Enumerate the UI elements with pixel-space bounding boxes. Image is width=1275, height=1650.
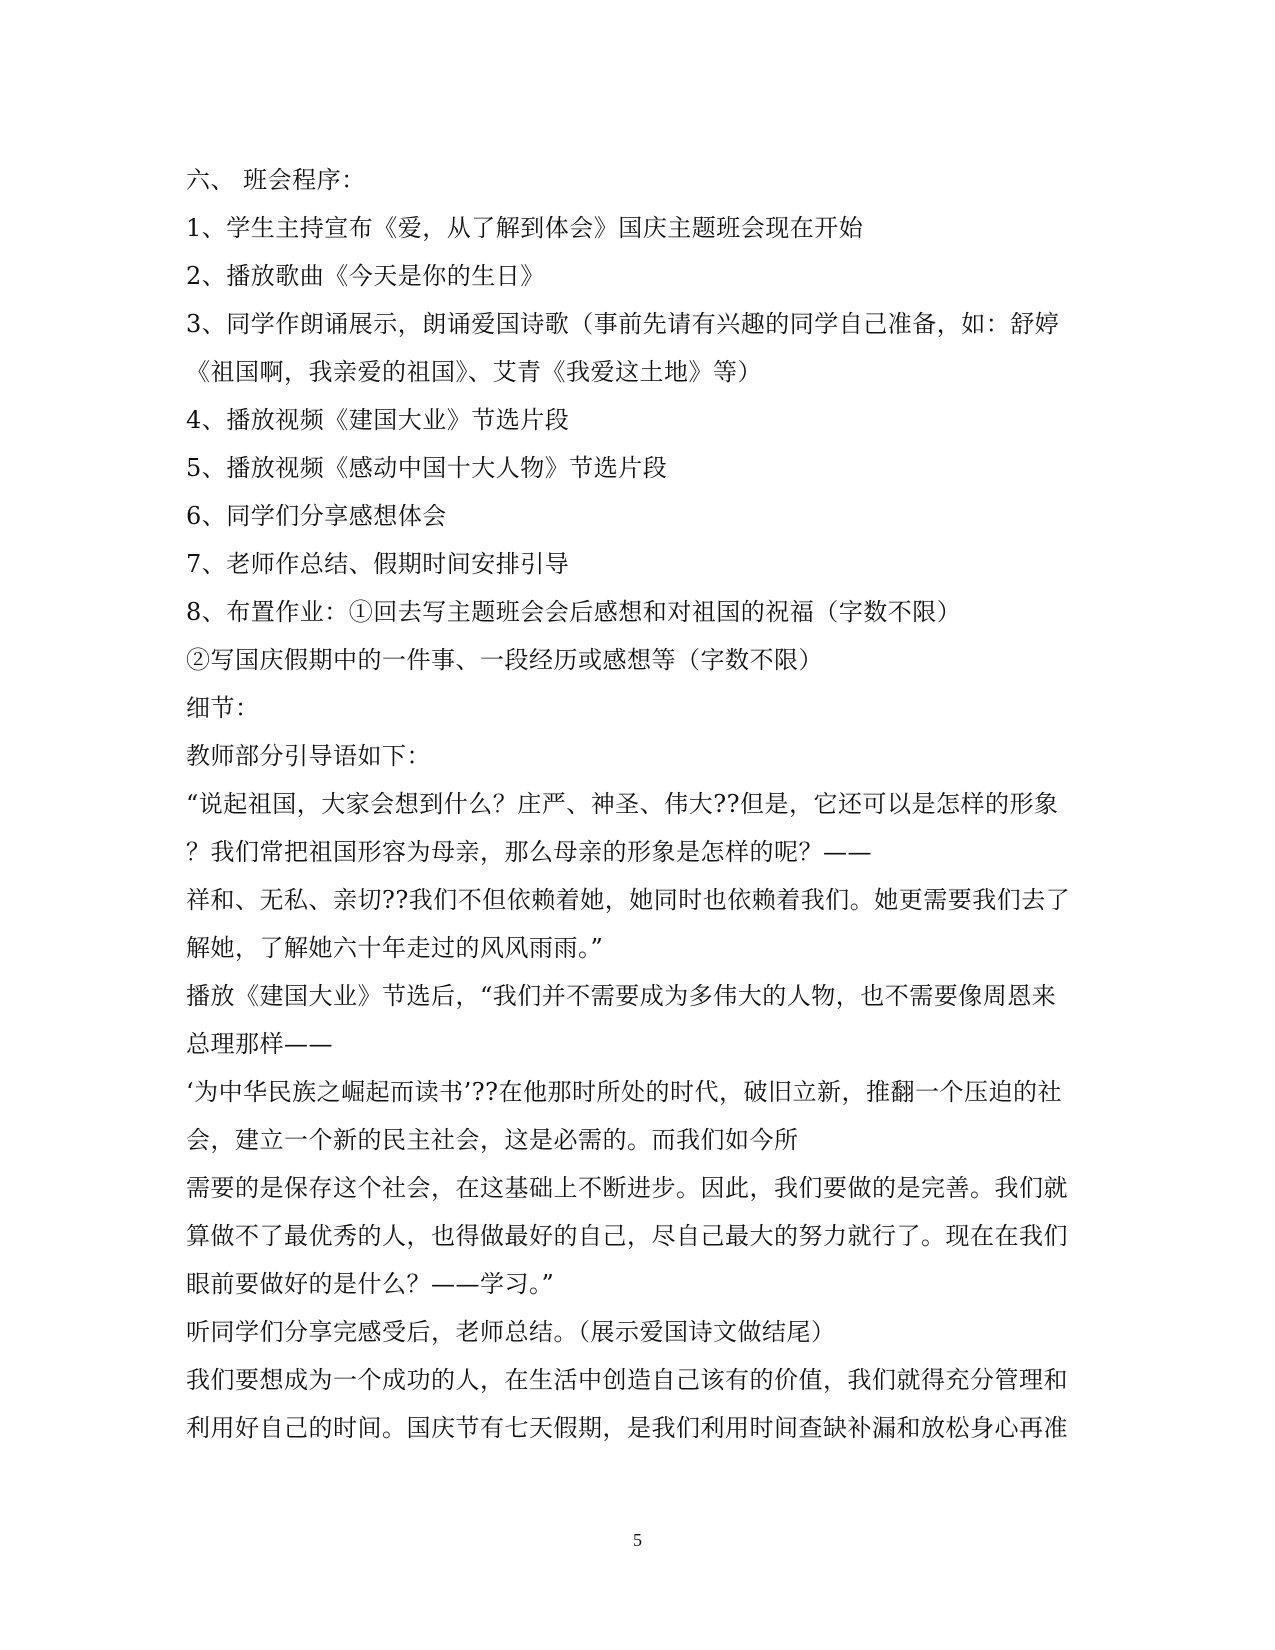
text-line: ？我们常把祖国形容为母亲，那么母亲的形象是怎样的呢？——	[186, 838, 872, 866]
text-line: 细节：	[186, 694, 260, 722]
text-line: 祥和、无私、亲切??我们不但依赖着她，她同时也依赖着我们。她更需要我们去了	[186, 886, 1071, 914]
text-line: 4、播放视频《建国大业》节选片段	[186, 406, 570, 434]
text-line: 3、同学作朗诵展示，朗诵爱国诗歌（事前先请有兴趣的同学自己准备，如：舒婷	[186, 310, 1060, 338]
text-line: 我们要想成为一个成功的人，在生活中创造自己该有的价值，我们就得充分管理和	[186, 1366, 1068, 1394]
text-line: 教师部分引导语如下：	[186, 742, 431, 770]
page-number: 5	[633, 1530, 642, 1550]
text-line: 7、老师作总结、假期时间安排引导	[186, 550, 570, 578]
text-line: “说起祖国，大家会想到什么？庄严、神圣、伟大??但是，它还可以是怎样的形象	[186, 790, 1059, 818]
text-line: 5、播放视频《感动中国十大人物》节选片段	[186, 454, 668, 482]
text-line: 总理那样——	[186, 1030, 333, 1058]
text-line: 听同学们分享完感受后，老师总结。（展示爱国诗文做结尾）	[186, 1318, 836, 1346]
document-body	[186, 156, 1086, 1452]
text-line: 会，建立一个新的民主社会，这是必需的。而我们如今所	[186, 1126, 799, 1154]
text-line: 利用好自己的时间。国庆节有七天假期，是我们利用时间查缺补漏和放松身心再准	[186, 1414, 1068, 1442]
text-line: ②写国庆假期中的一件事、一段经历或感想等（字数不限）	[186, 646, 823, 674]
text-line: 2、播放歌曲《今天是你的生日》	[186, 262, 545, 290]
text-line: 播放《建国大业》节选后，“我们并不需要成为多伟大的人物，也不需要像周恩来	[186, 982, 1057, 1010]
text-line: 需要的是保存这个社会，在这基础上不断进步。因此，我们要做的是完善。我们就	[186, 1174, 1068, 1202]
text-line: 8、布置作业：①回去写主题班会会后感想和对祖国的祝福（字数不限）	[186, 598, 962, 626]
text-line: 眼前要做好的是什么？——学习。”	[186, 1270, 555, 1298]
text-line: 6、同学们分享感想体会	[186, 502, 447, 530]
text-line: 解她，了解她六十年走过的风风雨雨。”	[186, 934, 604, 962]
text-line: ‘为中华民族之崛起而读书’??在他那时所处的时代，破旧立新，推翻一个压迫的社	[186, 1078, 1062, 1106]
text-line: 六、 班会程序：	[186, 166, 366, 194]
text-line: 《祖国啊，我亲爱的祖国》、艾青《我爱这土地》等）	[186, 358, 762, 386]
text-line: 1、学生主持宣布《爱，从了解到体会》国庆主题班会现在开始	[186, 214, 864, 242]
text-line: 算做不了最优秀的人，也得做最好的自己，尽自己最大的努力就行了。现在在我们	[186, 1222, 1068, 1250]
